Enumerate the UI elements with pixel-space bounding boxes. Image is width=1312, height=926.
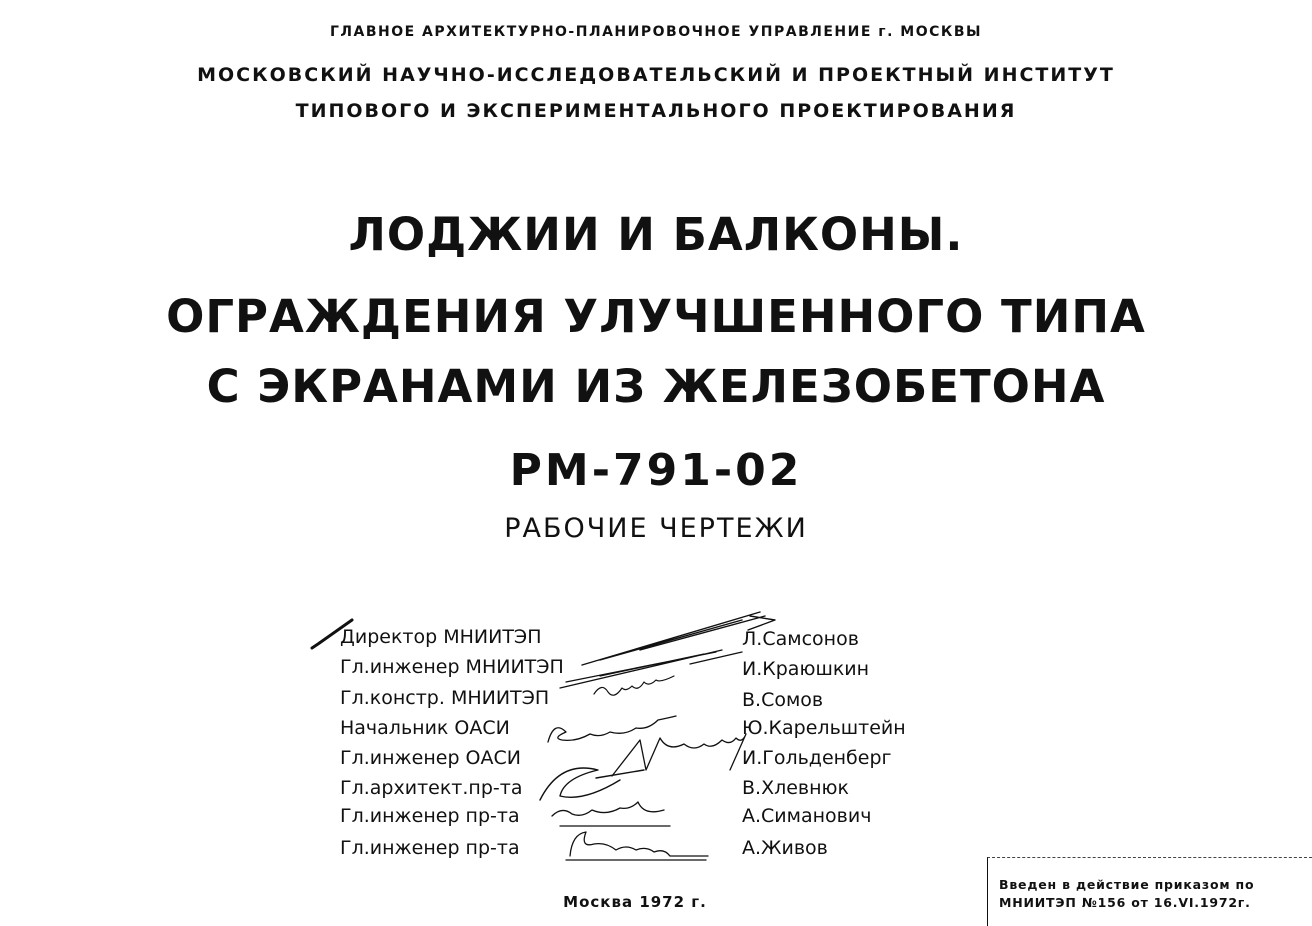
organization-header-line-3: ТИПОВОГО И ЭКСПЕРИМЕНТАЛЬНОГО ПРОЕКТИРОВАНИЯ xyxy=(295,100,1017,122)
signatory-name: А.Симанович xyxy=(742,805,872,827)
organization-header-line-1: ГЛАВНОЕ АРХИТЕКТУРНО-ПЛАНИРОВОЧНОЕ УПРАВЛЕНИЕ г. МОСКВЫ xyxy=(329,24,983,40)
signature-zhivov xyxy=(566,832,708,860)
signatory-position: Гл.констр. МНИИТЭП xyxy=(340,687,550,709)
enactment-stamp xyxy=(987,857,1312,926)
organization-header-line-2: МОСКОВСКИЙ НАУЧНО-ИССЛЕДОВАТЕЛЬСКИЙ И ПРОЕКТНЫЙ ИНСТИТУТ xyxy=(197,64,1115,86)
signatory-name: И.Гольденберг xyxy=(742,747,892,769)
signature-karelshtein xyxy=(548,716,676,742)
signatory-name: Л.Самсонов xyxy=(742,628,859,650)
document-subtitle: РАБОЧИЕ ЧЕРТЕЖИ xyxy=(504,513,808,544)
signatory-name: И.Краюшкин xyxy=(742,658,870,680)
document-title-line-1: ЛОДЖИИ И БАЛКОНЫ. xyxy=(348,208,964,261)
signatory-position: Гл.инженер МНИИТЭП xyxy=(340,656,564,678)
signatory-name: А.Живов xyxy=(742,837,828,859)
signatory-position: Гл.инженер ОАСИ xyxy=(340,747,521,769)
stamp-line-1: Введен в действие приказом по xyxy=(999,877,1255,892)
signatory-name: В.Сомов xyxy=(742,689,824,711)
document-title-line-2: ОГРАЖДЕНИЯ УЛУЧШЕННОГО ТИПА xyxy=(166,290,1146,343)
signatory-position: Гл.инженер пр-та xyxy=(340,837,520,859)
document-title-line-3: С ЭКРАНАМИ ИЗ ЖЕЛЕЗОБЕТОНА xyxy=(206,360,1106,413)
signature-simanovich xyxy=(552,802,670,826)
signatory-position: Начальник ОАСИ xyxy=(340,717,510,739)
document-code: РМ-791-02 xyxy=(509,445,803,496)
signature-khlevnyuk xyxy=(540,768,644,800)
city-and-year: Москва 1972 г. xyxy=(563,893,707,911)
signature-somov xyxy=(594,676,674,695)
signatory-position: Гл.инженер пр-та xyxy=(340,805,520,827)
signatory-name: В.Хлевнюк xyxy=(742,777,850,799)
signatory-name: Ю.Карельштейн xyxy=(742,717,906,739)
signatory-position: Директор МНИИТЭП xyxy=(340,626,542,648)
signature-krayushkin xyxy=(560,650,742,688)
stamp-line-2: МНИИТЭП №156 от 16.VI.1972г. xyxy=(999,895,1251,910)
signature-goldenberg xyxy=(612,734,746,776)
signatory-position: Гл.архитект.пр-та xyxy=(340,777,523,799)
